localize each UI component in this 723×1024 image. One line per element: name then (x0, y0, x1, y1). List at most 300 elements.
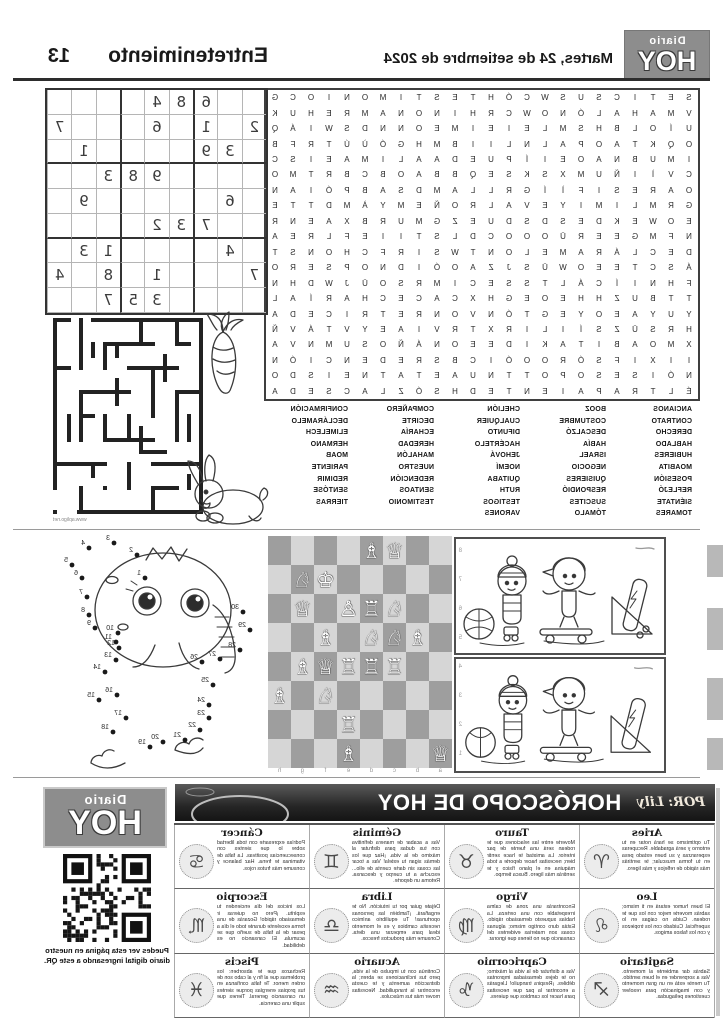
word-search-letter: S (506, 278, 512, 288)
word-list-column (612, 404, 698, 528)
sudoku-cell (217, 263, 241, 288)
chess-piece: ♘ (291, 565, 314, 594)
word-search-letter: B (452, 355, 458, 365)
word-search-letter: M (325, 340, 333, 350)
chess-square (360, 681, 383, 710)
word-search-letter: E (308, 263, 314, 273)
word-search-letter: T (416, 232, 422, 242)
zodiac-icon-escorpio: ♏ (179, 908, 214, 943)
word-search-letter: E (434, 124, 440, 134)
word-search-letter: R (326, 294, 332, 304)
word-search-letter: O (541, 108, 549, 118)
word-search-letter: G (271, 93, 279, 103)
section-title: Entretenimiento (108, 44, 268, 67)
chess-file-label: g (300, 768, 305, 774)
word-search-letter: A (452, 185, 458, 195)
word-search-letter: L (326, 232, 332, 242)
word-search-letter: X (650, 355, 656, 365)
word-list-word: POSESIÓN (653, 475, 692, 483)
word-list-word: HABÍA (582, 440, 606, 448)
chess-square (383, 681, 406, 710)
dot-to-dot-number: 13 (104, 652, 112, 659)
word-search-letter: O (271, 263, 279, 273)
horoscope-cell-acuario (309, 954, 444, 1018)
dot-to-dot-point (85, 595, 90, 600)
word-search-letter: E (668, 93, 674, 103)
word-search-letter: W (649, 216, 657, 226)
word-search-letter: H (488, 93, 494, 103)
word-search-letter: E (308, 386, 314, 396)
word-search-letter: T (326, 139, 332, 149)
word-search-letter: T (632, 139, 638, 149)
word-search-letter: P (344, 263, 350, 273)
word-search-letter: D (326, 201, 332, 211)
word-search-letter: T (470, 324, 476, 334)
word-search-letter: R (506, 324, 512, 334)
sudoku-cell: 2 (242, 115, 266, 140)
word-search-letter: J (345, 278, 349, 288)
word-search-letter: I (309, 355, 313, 365)
word-search-letter: Z (614, 294, 620, 304)
horoscope-cell-escorpio (174, 889, 309, 953)
word-search-letter: I (453, 108, 457, 118)
word-search-letter: L (506, 139, 512, 149)
zodiac-sign-name: Piscis (224, 955, 260, 968)
dot-to-dot-number: 29 (238, 622, 246, 629)
chess-piece: ♘ (383, 594, 406, 623)
sudoku-cell: 6 (193, 90, 217, 115)
word-search-letter: C (650, 263, 656, 273)
word-search-letter: O (325, 247, 333, 257)
dot-to-dot-point (117, 646, 122, 651)
sudoku-cell (96, 115, 120, 140)
sudoku-cell (193, 189, 217, 214)
sudoku-cell: 2 (144, 214, 168, 239)
word-search-letter: O (685, 139, 693, 149)
horoscope-text: Encontrarás una zona de calma irrespetable con una certeza. La habías supuesto demasiado rápido. Estás duro contigo mismo; algunas cosas son materias evidentes del cansancio que no tienes que ignorar. (487, 904, 575, 943)
word-search-letter: M (379, 93, 387, 103)
word-search-letter: M (649, 201, 657, 211)
word-search-letter: E (308, 216, 314, 226)
word-search-letter: S (560, 93, 566, 103)
word-search-letter: Á (308, 324, 314, 334)
word-search-letter: I (579, 201, 583, 211)
word-search-letter: H (488, 294, 494, 304)
word-search-letter: R (596, 247, 602, 257)
word-search-letter: T (686, 294, 692, 304)
word-search-letter: B (344, 170, 350, 180)
horoscope-text: Déjate guiar por tu intuición. No te engañará. ¡También las personas oportunas! Tu equilibrio anímico necesita cambios y es el momento ideal para empezar una dieta. Consume más productos frescos. (352, 904, 440, 943)
word-search-letter: L (272, 294, 278, 304)
word-search-letter: Ñ (614, 170, 620, 180)
chess-rank-label: 7 (458, 576, 462, 583)
chess-rank-labels (459, 536, 462, 768)
word-search-letter: B (614, 340, 620, 350)
chess-square (291, 536, 314, 565)
word-search-letter: M (433, 278, 441, 288)
chess-square (360, 739, 383, 768)
sudoku-cell (169, 140, 193, 165)
word-search-letter: C (326, 355, 332, 365)
chess-file-labels (268, 768, 452, 774)
word-search-letter: I (561, 324, 565, 334)
sudoku-cell (47, 214, 71, 239)
word-search-letter: E (362, 355, 368, 365)
sudoku-cell: 3 (144, 288, 168, 313)
word-search-letter: Y (650, 309, 656, 319)
word-search-letter: R (488, 108, 494, 118)
word-search-letter: I (309, 124, 313, 134)
dot-to-dot-number: 9 (87, 620, 91, 627)
word-search-letter: Ó (505, 93, 513, 103)
word-search-letter: K (614, 216, 620, 226)
word-search-letter: T (326, 324, 332, 334)
word-search-letter: D (686, 247, 692, 257)
word-search-letter: N (686, 232, 692, 242)
sudoku-cell: 7 (96, 288, 120, 313)
word-search-letter: E (362, 232, 368, 242)
chess-piece: ♗ (314, 623, 337, 652)
dot-to-dot-point (80, 576, 85, 581)
word-search-letter: R (578, 232, 584, 242)
word-search-letter: N (488, 309, 494, 319)
word-search-letter: E (578, 216, 584, 226)
chess-file-label: e (346, 768, 351, 774)
chess-square (291, 681, 314, 710)
word-search-letter: H (362, 294, 368, 304)
word-list-word: HACÉRTELO (474, 440, 520, 448)
chess-square (337, 623, 360, 652)
word-search-letter: S (524, 278, 530, 288)
dot-to-dot-number: 21 (173, 732, 181, 739)
word-search-letter: L (596, 108, 602, 118)
word-search-letter: U (398, 216, 404, 226)
scan-edge-artifact (707, 738, 723, 770)
sudoku-cell: 4 (144, 90, 168, 115)
sudoku-cell (217, 90, 241, 115)
word-search-letter: T (506, 371, 512, 381)
word-search-letter: I (597, 185, 601, 195)
chess-square (406, 565, 429, 594)
word-search-letter: R (416, 309, 422, 319)
sudoku-cell (96, 214, 120, 239)
word-search-letter: H (416, 139, 422, 149)
word-search-letter: T (668, 294, 674, 304)
word-search-letter: E (326, 108, 332, 118)
word-search-letter: I (669, 355, 673, 365)
dot-to-dot-point (143, 576, 148, 581)
chess-rank-label: 6 (458, 605, 462, 612)
word-search-letter: N (524, 139, 530, 149)
word-search-letter: K (272, 108, 278, 118)
dot-to-dot-number: 11 (104, 634, 112, 641)
word-search-letter: H (452, 386, 458, 396)
logo-diario-text: Diario (648, 34, 686, 47)
horoscope-text: Moverte entre las relaciones que te rodean será una fuente de paz interior. La amistad te hace sentir bien; necesitas hacer deporte a toda máquina en el plano físico y te sentirás más ligero. Busca tiempo. (487, 840, 575, 879)
chess-square (429, 536, 452, 565)
zodiac-icon-géminis: ♊ (314, 844, 349, 879)
word-search-letter: M (397, 201, 405, 211)
sudoku-cell (47, 164, 71, 189)
chess-square (429, 623, 452, 652)
word-search-letter: D (290, 386, 296, 396)
word-search-letter: B (434, 170, 440, 180)
word-list-word: NUESTRO (398, 463, 434, 471)
horoscope-cell-géminis (309, 825, 444, 889)
word-search-letter: D (290, 371, 296, 381)
sudoku-cell (120, 115, 144, 140)
word-search-letter: G (631, 232, 639, 242)
word-search-letter: E (542, 247, 548, 257)
word-list-word: DESCALZÓ (565, 429, 606, 437)
zodiac-icon-acuario: ♒ (314, 973, 349, 1008)
chess-piece: ♖ (360, 652, 383, 681)
dot-to-dot-point (124, 716, 129, 721)
word-search-letter: Í (579, 324, 583, 334)
word-list-word: ELIMELECH (305, 429, 348, 437)
word-search-letter: Í (615, 278, 619, 288)
word-search-letter: O (649, 340, 657, 350)
chess-square (291, 623, 314, 652)
horoscope-cell-tauro (444, 825, 579, 889)
sudoku-cell: 1 (144, 263, 168, 288)
word-search-letter: O (595, 139, 603, 149)
word-search-letter: E (542, 201, 548, 211)
zodiac-icon-sagitario: ♐ (584, 973, 619, 1008)
word-search-letter: Á (416, 340, 422, 350)
word-search-letter: R (470, 201, 476, 211)
word-search-letter: H (470, 108, 476, 118)
word-list-word: JEHOVÁ (490, 452, 520, 460)
word-search-letter: Í (669, 124, 673, 134)
sudoku-cell (242, 189, 266, 214)
sudoku-cell (242, 164, 266, 189)
word-list-word: TÓMALO (574, 510, 606, 518)
word-search-letter: D (380, 355, 386, 365)
word-search-letter: A (380, 185, 386, 195)
spot-difference-panel-top (454, 537, 666, 655)
zodiac-sign-name: Cáncer (221, 827, 263, 839)
word-search-letter: P (596, 386, 602, 396)
chess-square (314, 594, 337, 623)
horoscope-text: Rechazos que te absorben: los problemas que al fin y al cabo son de orden menor. Te falta confianza en tus propias energías porque sientes un cansancio general. Tienes que suplir una carencia. (217, 968, 305, 1007)
horoscope-grid (174, 823, 715, 1018)
dot-to-dot-point (207, 703, 212, 708)
sudoku-cell: 9 (193, 140, 217, 165)
word-search-letter: I (543, 155, 547, 165)
edition-date: Martes, 24 de setiembre de 2024 (383, 50, 613, 67)
word-search-letter: N (434, 340, 440, 350)
word-search-letter: O (361, 93, 369, 103)
word-search-letter: C (470, 278, 476, 288)
word-search-letter: V (344, 324, 350, 334)
word-search-letter: T (416, 371, 422, 381)
dot-to-dot-number: 15 (87, 692, 95, 699)
word-search-letter: P (578, 139, 584, 149)
word-search-letter: U (686, 124, 692, 134)
word-search-letter: O (577, 155, 585, 165)
word-search-letter: H (290, 278, 296, 288)
word-search-letter: I (309, 185, 313, 195)
dot-to-dot-number: 14 (93, 664, 101, 671)
word-search-letter: R (668, 201, 674, 211)
word-search-letter: X (488, 324, 494, 334)
horoscope-text: Los inicios del día encienden tu espíritu. ¡Pero no quieras ir demasiado rápido! Gozarás de una forma excelente durante todo el día a pesar de la falta de sueño que se acumula. El cansancio no es debilidad. (217, 904, 305, 949)
word-search-letter: S (614, 185, 620, 195)
horoscope-title: HORÓSCOPO DE HOY (377, 789, 622, 815)
word-search-letter: F (614, 355, 620, 365)
word-search-letter: Ó (505, 309, 513, 319)
word-search-letter: E (524, 294, 530, 304)
word-search-letter: N (272, 185, 278, 195)
sudoku-cell: 4 (47, 263, 71, 288)
word-search-letter: D (362, 124, 368, 134)
word-search-letter: À (362, 201, 368, 211)
word-search-letter: N (488, 247, 494, 257)
word-search-letter: N (380, 263, 386, 273)
word-search-letter: Á (290, 124, 296, 134)
dot-to-dot-point (135, 553, 140, 558)
word-search-letter: S (326, 386, 332, 396)
dot-to-dot-number: 17 (114, 710, 122, 717)
word-search-letter: A (506, 201, 512, 211)
dot-to-dot-point (183, 738, 188, 743)
word-search-letter: V (290, 324, 296, 334)
word-search-letter: E (542, 386, 548, 396)
word-search-letter: E (560, 294, 566, 304)
word-list-word: SENTAOS (399, 487, 434, 495)
zodiac-icon-libra: ♎ (314, 908, 349, 943)
word-search-letter: G (685, 201, 693, 211)
word-search-letter: I (633, 93, 637, 103)
word-search-letter: A (272, 340, 278, 350)
word-search-letter: V (686, 108, 692, 118)
sudoku-cell (47, 288, 71, 313)
word-search-letter: S (308, 371, 314, 381)
word-search-letter: S (506, 170, 512, 180)
dot-to-dot-point (87, 613, 92, 618)
word-search-word-list (268, 404, 698, 528)
word-search-letter: I (399, 232, 403, 242)
sudoku-cell (71, 263, 95, 288)
word-search-letter: N (272, 278, 278, 288)
word-search-letter: S (434, 355, 440, 365)
word-search-letter: D (416, 185, 422, 195)
dot-to-dot-number: 22 (188, 722, 196, 729)
word-search-letter: A (614, 139, 620, 149)
dot-to-dot-point (148, 745, 153, 750)
word-search-letter: L (398, 155, 404, 165)
word-search-letter: S (596, 324, 602, 334)
word-search-letter: H (668, 278, 674, 288)
word-search-letter: S (650, 324, 656, 334)
word-search-letter: Ñ (398, 340, 404, 350)
word-list-word: CUALQUIER (476, 417, 520, 425)
word-search-letter: P (344, 185, 350, 195)
word-search-letter: C (686, 170, 692, 180)
word-search-letter: C (452, 294, 458, 304)
word-search-letter: L (668, 386, 674, 396)
word-search-letter: T (524, 309, 530, 319)
word-search-letter: Ì (561, 185, 565, 195)
sudoku-cell: 3 (96, 164, 120, 189)
word-search-letter: A (362, 386, 368, 396)
word-search-letter: C (470, 355, 476, 365)
word-search-letter: E (614, 309, 620, 319)
chess-piece: ♕ (383, 536, 406, 565)
horoscope-text: Sabrás dar ambiente al momento. Vas a sorprender en el buen sentido. Tu mente está en un gran momento y con imaginación para resolver cuestiones peliagudas. (622, 968, 710, 1001)
word-search-letter: C (506, 108, 512, 118)
word-search-letter: M (667, 108, 675, 118)
word-search-letter: I (597, 340, 601, 350)
sudoku-cell (193, 239, 217, 264)
sudoku-cell (71, 90, 95, 115)
qr-caption: Puedes ver esta página en nuestro diario digital ingresando a este QR. (44, 946, 170, 965)
word-search-letter: C (380, 294, 386, 304)
word-search-letter: E (398, 294, 404, 304)
word-search-letter: I (633, 278, 637, 288)
sudoku-cell (120, 214, 144, 239)
sudoku-cell: 5 (120, 288, 144, 313)
word-search-letter: O (415, 124, 423, 134)
word-search-letter: A (434, 294, 440, 304)
word-search-letter: K (650, 139, 656, 149)
maze-puzzle (53, 318, 203, 514)
chess-piece: ♖ (337, 652, 360, 681)
word-search-letter: O (577, 371, 585, 381)
sudoku-cell (144, 239, 168, 264)
sudoku-cell (169, 164, 193, 189)
word-list-word: CONFIRMACIÓN (290, 406, 348, 413)
diario-hoy-logo (624, 30, 710, 81)
word-search-letter: Ü (542, 263, 548, 273)
word-search-letter: T (542, 278, 548, 288)
sudoku-cell (120, 90, 144, 115)
word-search-letter: E (488, 340, 494, 350)
dot-to-dot-point (103, 670, 108, 675)
word-search-letter: W (523, 108, 531, 118)
word-search-letter: A (596, 155, 602, 165)
chess-piece: ♔ (314, 565, 337, 594)
dot-to-dot-number: 3 (106, 535, 110, 542)
word-search-letter: A (578, 386, 584, 396)
word-search-letter: T (506, 386, 512, 396)
word-search-letter: S (542, 170, 548, 180)
word-list-word: TIERRAS (315, 498, 348, 506)
word-search-letter: S (686, 93, 692, 103)
chess-piece: ♙ (337, 594, 360, 623)
word-search-letter: Ó (289, 355, 297, 365)
word-search-letter: É (686, 386, 692, 396)
dot-to-dot-point (161, 740, 166, 745)
word-list-word: MOAB (325, 452, 348, 460)
dot-to-dot-point (248, 628, 253, 633)
logo-hoy-text: HOY (637, 45, 697, 76)
dot-to-dot-number: 28 (228, 642, 236, 649)
word-search-letter: G (397, 139, 405, 149)
word-search-letter: S (290, 155, 296, 165)
word-search-letter: I (687, 355, 691, 365)
word-search-letter: Ü (632, 324, 638, 334)
word-search-letter: B (272, 139, 278, 149)
word-search-letter: W (541, 93, 549, 103)
word-search-letter: B (380, 170, 386, 180)
word-search-letter: C (362, 170, 368, 180)
sudoku-cell (71, 214, 95, 239)
word-list-word: ANCIANOS (653, 406, 692, 413)
word-search-letter: C (362, 247, 368, 257)
dot-to-dot-number: 26 (190, 654, 198, 661)
